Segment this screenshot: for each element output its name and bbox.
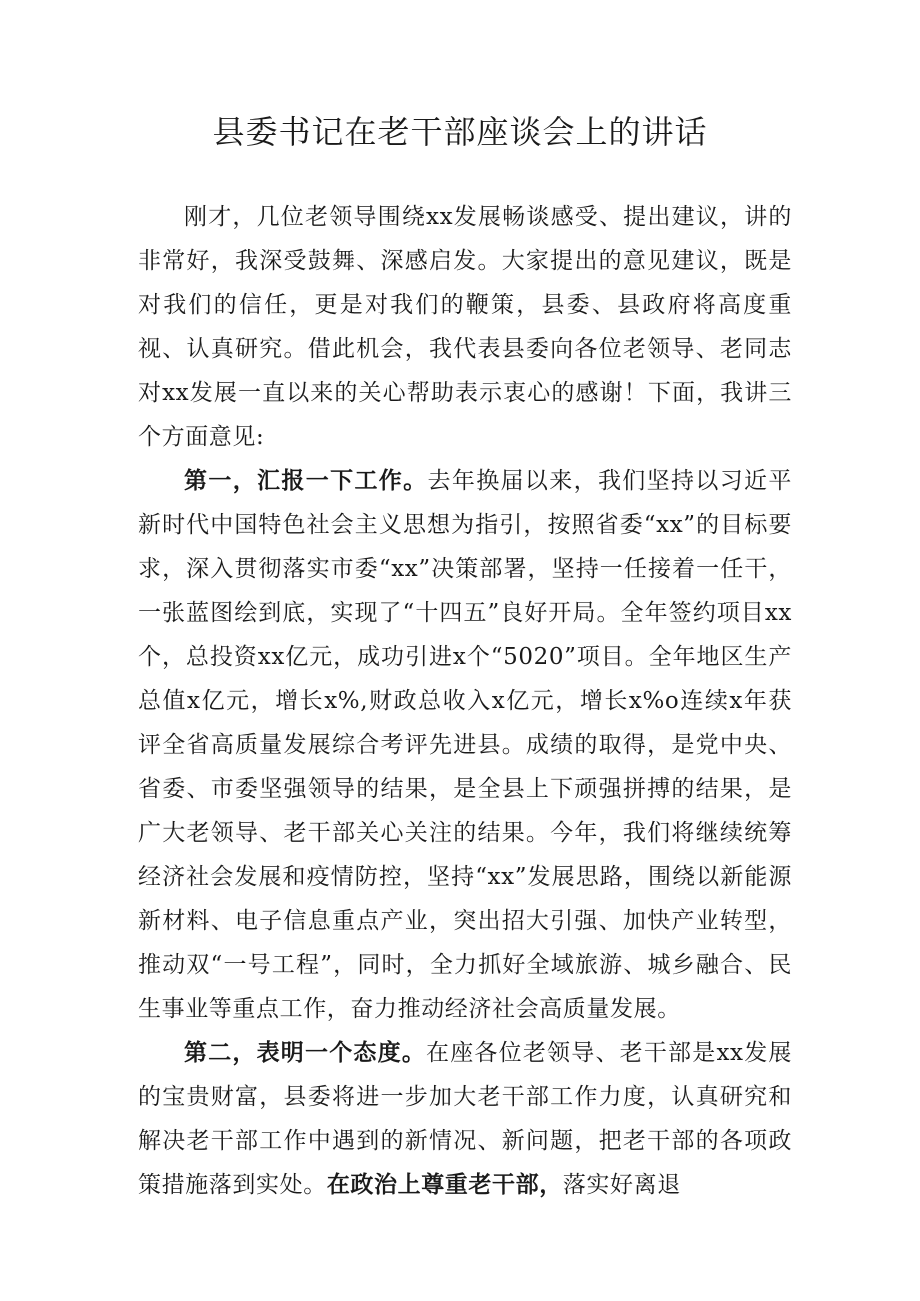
paragraph-opening (138, 195, 792, 459)
paragraph-second-point-emphasis: 在政治上尊重老干部， (326, 1171, 563, 1198)
paragraph-first-point-heading: 第一，汇报一下工作。 (184, 467, 428, 494)
document-body (138, 195, 792, 1207)
paragraph-second-point-heading: 第二，表明一个态度。 (184, 1039, 427, 1066)
document-title: 县委书记在老干部座谈会上的讲话 (212, 113, 708, 151)
paragraph-second-point (138, 1031, 792, 1207)
paragraph-first-point (138, 459, 792, 1031)
paragraph-second-point-text: 在座各位老领导、老干部是xx发展的宝贵财富，县委将进一步加大老干部工作力度，认真研究和解决老干部工作中遇到的新情况、新问题，把老干部的各项政策措施落到实处。 (138, 1040, 793, 1198)
paragraph-first-point-text: 去年换届以来，我们坚持以习近平新时代中国特色社会主义思想为指引，按照省委“xx”的目标要求，深入贯彻落实市委“xx”决策部署，坚持一任接着一任干，一张蓝图绘到底，实现了“十四五”良好开局。全年签约项目xx个，总投资xx亿元，成功引进x个“5020”项目。全年地区生产总值x亿元，增长x%,财政总收入x亿元，增长x%o连续x年获评全省高质量发展综合考评先进县。成绩的取得，是党中央、省委、市委坚强领导的结果，是全县上下顽强拼搏的结果，是广大老领导、老干部关心关注的结果。今年，我们将继续统筹经济社会发展和疫情防控，坚持“xx”发展思路，围绕以新能源新材料、电子信息重点产业，突出招大引强、加快产业转型，推动双“一号工程”，同时，全力抓好全域旅游、城乡融合、民生事业等重点工作，奋力推动经济社会高质量发展。 (138, 468, 792, 1022)
paragraph-opening-text: 刚才，几位老领导围绕xx发展畅谈感受、提出建议，讲的非常好，我深受鼓舞、深感启发。大家提出的意见建议，既是对我们的信任，更是对我们的鞭策，县委、县政府将高度重视、认真研究。借此机会，我代表县委向各位老领导、老同志对xx发展一直以来的关心帮助表示衷心的感谢！下面，我讲三个方面意见: (138, 204, 792, 450)
paragraph-second-point-tail: 落实好离退 (562, 1172, 681, 1198)
